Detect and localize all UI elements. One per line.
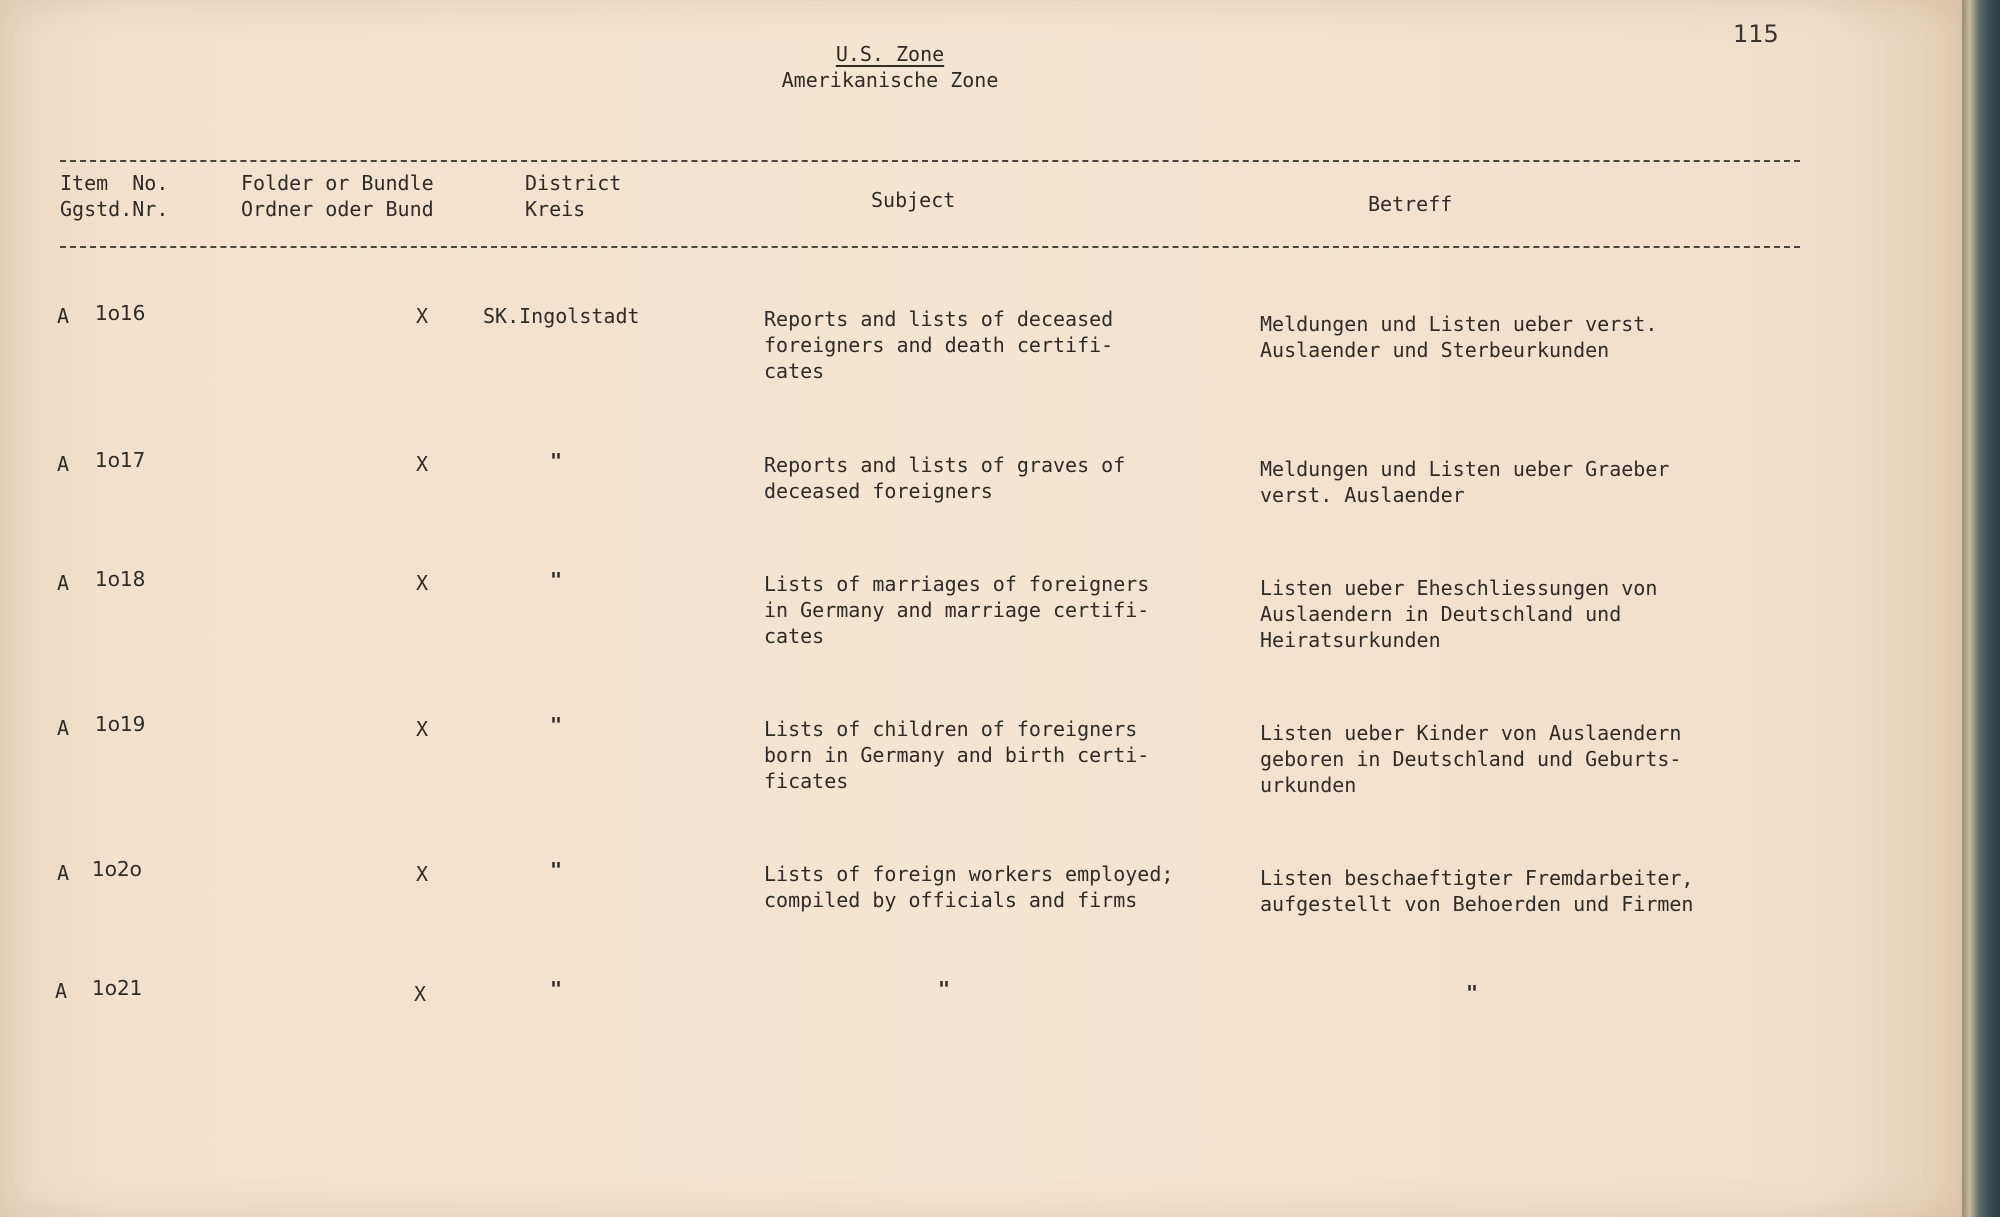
row-2-item-prefix: A — [57, 452, 70, 476]
row-3-subject: Lists of marriages of foreigners in Germany and marriage certifi- cates — [764, 572, 1150, 648]
row-3-district: " — [550, 568, 563, 592]
header-folder-en: Folder or Bundle — [241, 171, 434, 195]
row-2-betreff: Meldungen und Listen ueber Graeber verst. Auslaender — [1260, 457, 1670, 507]
row-6-betreff: " — [1466, 981, 1479, 1005]
row-5-item-prefix: A — [57, 861, 70, 885]
row-3-item-prefix: A — [57, 571, 70, 595]
header-folder-de: Ordner oder Bund — [241, 197, 434, 221]
row-5-item-number: 1o2o — [92, 857, 142, 881]
row-1-subject: Reports and lists of deceased foreigners and death certifi- cates — [764, 307, 1114, 383]
row-4-item-prefix: A — [57, 716, 70, 740]
zone-title — [700, 42, 1080, 92]
row-3-folder: X — [416, 571, 429, 595]
row-4-district: " — [550, 713, 563, 737]
row-4-folder: X — [416, 717, 429, 741]
page-number: 115 — [1733, 20, 1779, 48]
row-1-item-prefix: A — [57, 304, 70, 328]
row-6-item-number: 1o21 — [92, 976, 143, 1000]
row-2-subject: Reports and lists of graves of deceased foreigners — [764, 453, 1126, 503]
header-subject: Subject — [871, 188, 956, 212]
row-5-subject: Lists of foreign workers employed; compiled by officials and firms — [764, 862, 1174, 912]
row-6-item-prefix: A — [55, 979, 68, 1003]
row-1-betreff: Meldungen und Listen ueber verst. Auslaender und Sterbeurkunden — [1260, 312, 1658, 362]
row-3-item-number: 1o18 — [95, 567, 146, 591]
zone-title-english: U.S. Zone — [835, 42, 945, 66]
row-2-district: " — [550, 449, 563, 473]
row-6-subject: " — [938, 977, 951, 1001]
header-folder — [241, 170, 434, 222]
header-district-de: Kreis — [525, 197, 586, 221]
row-2-item-number: 1o17 — [95, 448, 146, 472]
header-betreff: Betreff — [1368, 192, 1453, 216]
zone-title-german: Amerikanische Zone — [781, 68, 999, 92]
row-1-folder: X — [416, 304, 429, 328]
row-6-folder: X — [414, 982, 427, 1006]
header-district-en: District — [525, 171, 622, 195]
row-4-item-number: 1o19 — [95, 712, 146, 736]
row-4-betreff: Listen ueber Kinder von Auslaendern geboren in Deutschland und Geburts- urkunden — [1260, 721, 1682, 797]
row-2-folder: X — [416, 452, 429, 476]
header-top-rule — [60, 160, 1800, 162]
row-5-betreff: Listen beschaeftigter Fremdarbeiter, aufgestellt von Behoerden und Firmen — [1260, 866, 1694, 916]
header-district — [525, 170, 621, 222]
row-5-district: " — [550, 858, 563, 882]
header-item-no — [60, 170, 168, 222]
row-1-district: SK.Ingolstadt — [483, 304, 640, 328]
header-item-no-de: Ggstd.Nr. — [60, 197, 169, 221]
row-5-folder: X — [416, 862, 429, 886]
row-4-subject: Lists of children of foreigners born in Germany and birth certi- ficates — [764, 717, 1150, 793]
book-binding — [1962, 0, 2000, 1217]
header-bottom-rule — [60, 246, 1800, 248]
row-6-district: " — [550, 977, 563, 1001]
header-item-no-en: Item No. — [60, 171, 169, 195]
row-3-betreff: Listen ueber Eheschliessungen von Auslaendern in Deutschland und Heiratsurkunden — [1260, 576, 1658, 652]
row-1-item-number: 1o16 — [95, 301, 146, 325]
